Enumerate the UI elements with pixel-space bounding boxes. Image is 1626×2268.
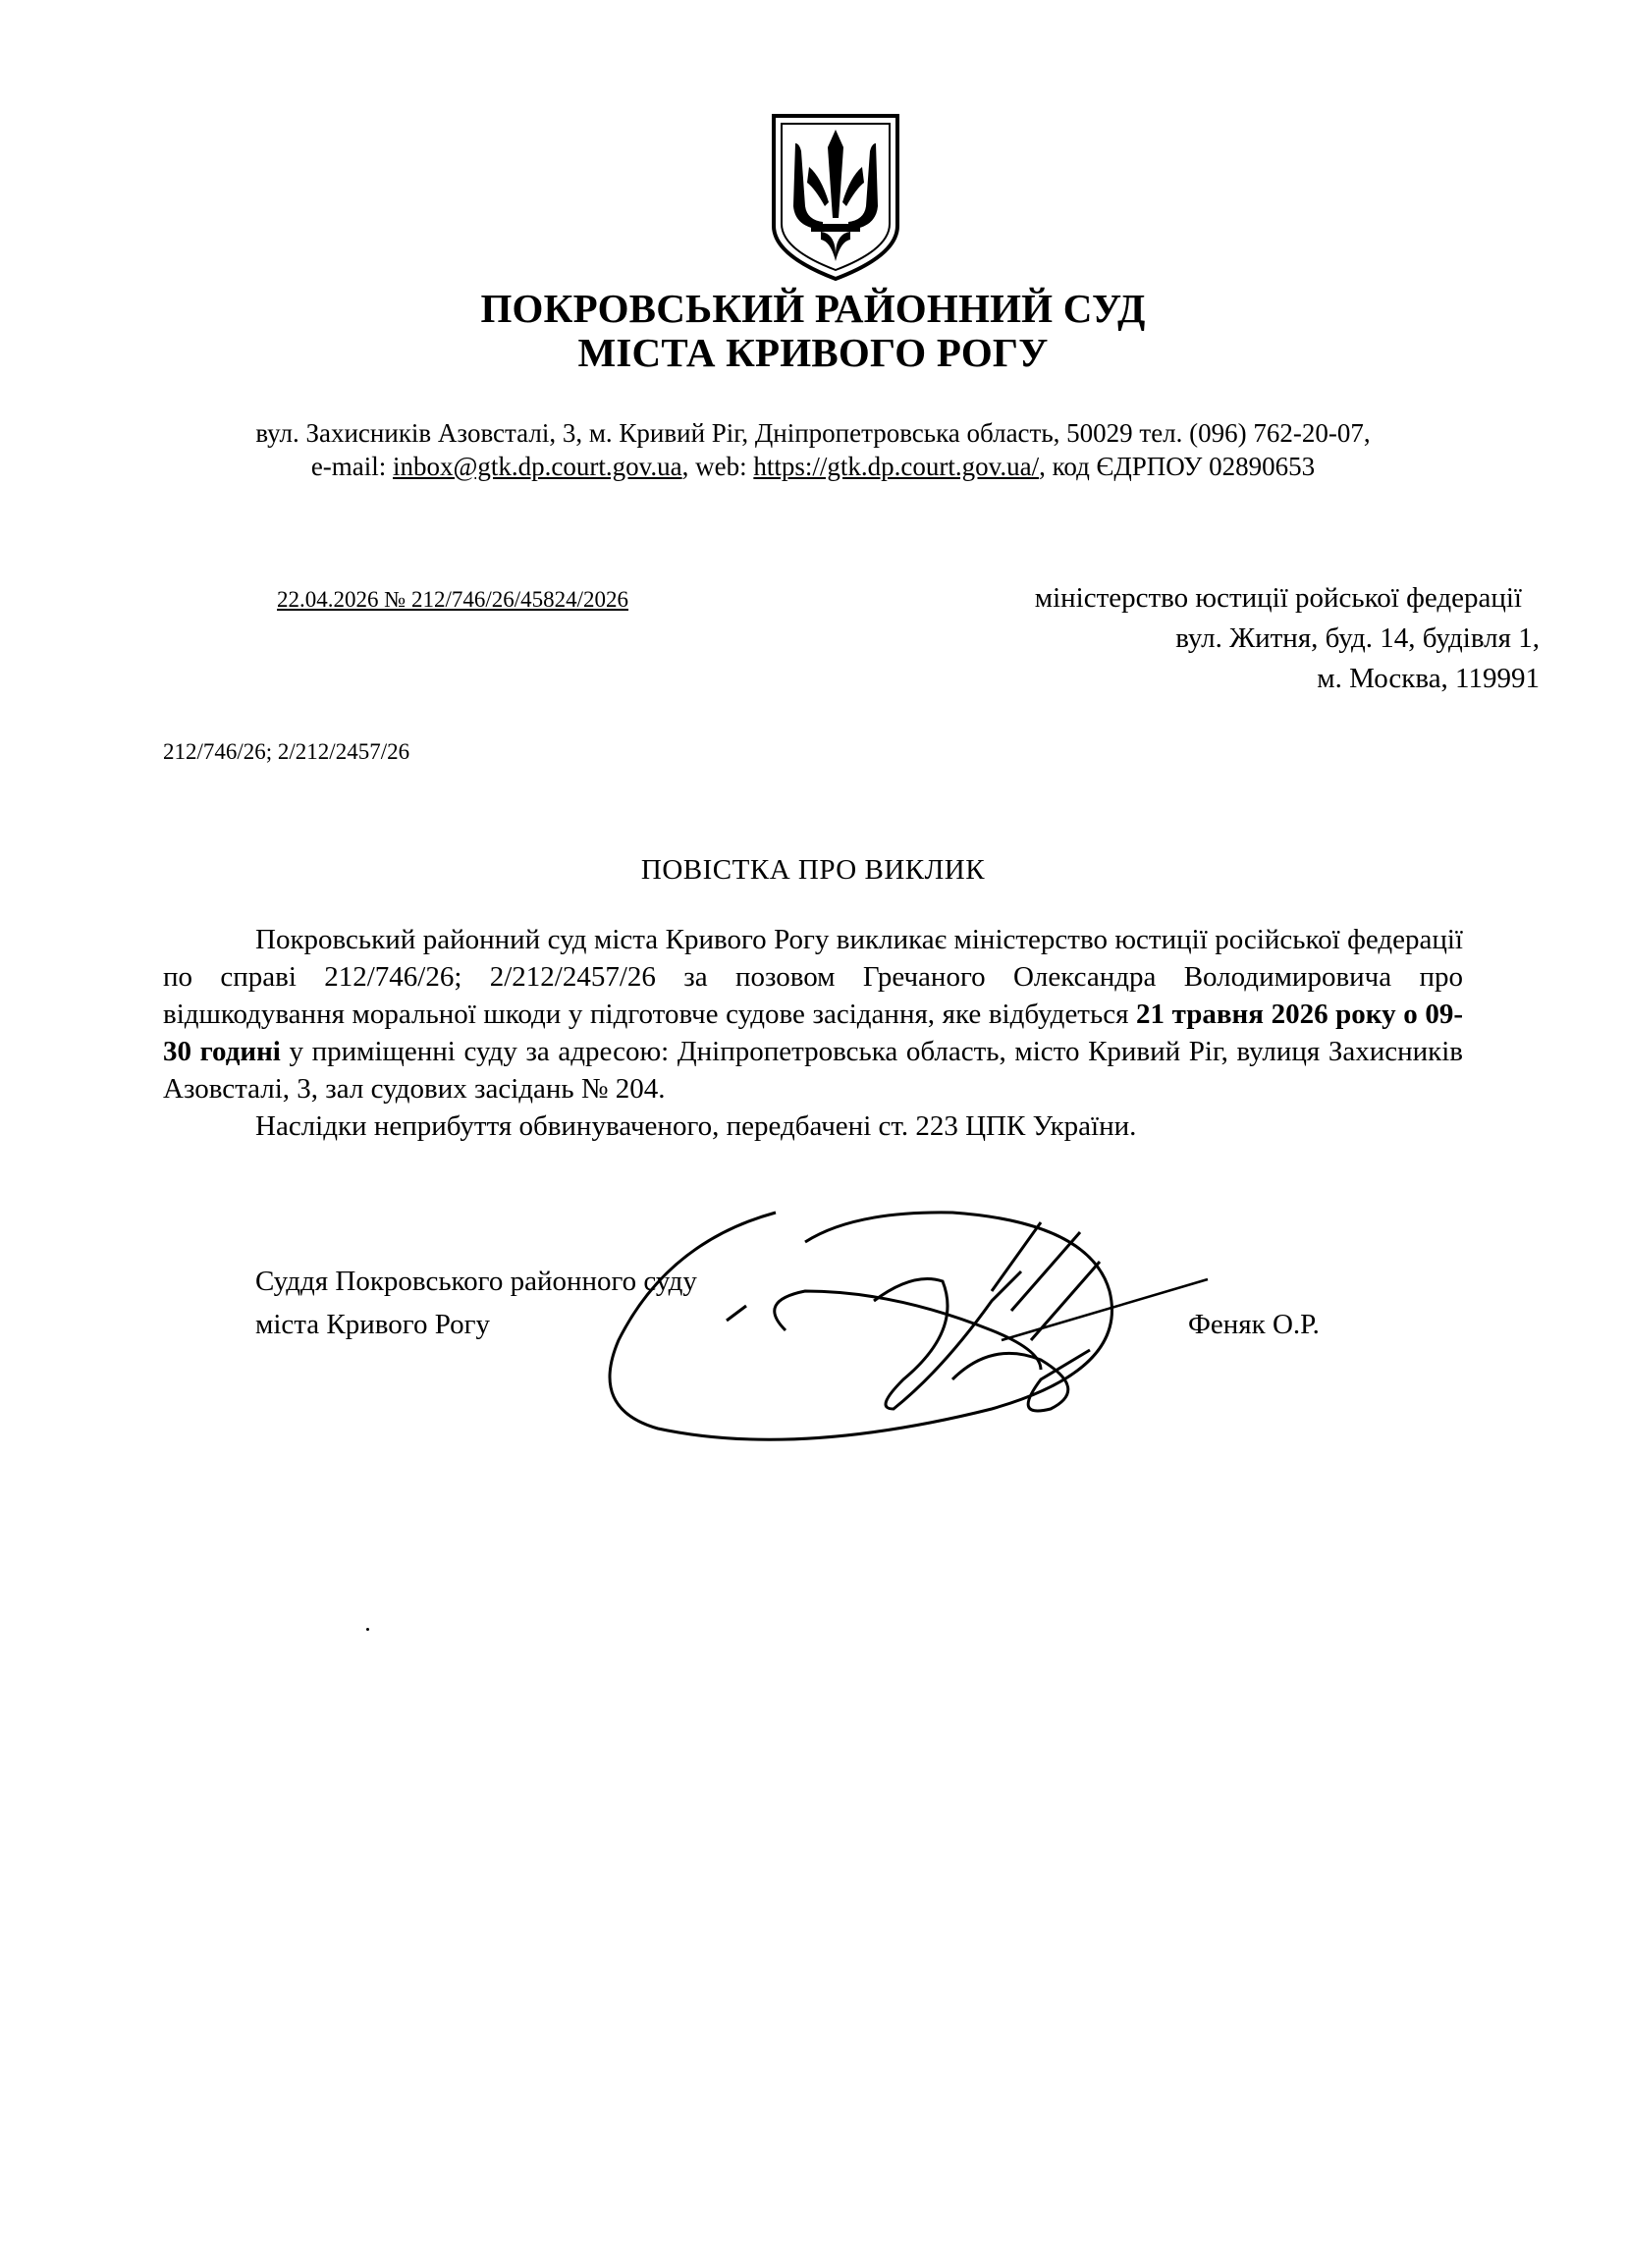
judge-title-line1: Суддя Покровського районного суду <box>255 1266 697 1297</box>
summons-body <box>163 921 1463 1107</box>
recipient-street: вул. Житня, буд. 14, будівля 1, <box>1175 622 1540 654</box>
outgoing-reference: 22.04.2026 № 212/746/26/45824/2026 <box>277 587 629 612</box>
court-name-line1: ПОКРОВСЬКИЙ РАЙОННИЙ СУД <box>480 286 1146 331</box>
web-link[interactable]: https://gtk.dp.court.gov.ua/ <box>753 452 1040 481</box>
judge-title-line2: міста Кривого Рогу <box>255 1309 491 1340</box>
court-contacts: e-mail: inbox@gtk.dp.court.gov.ua, web: https://gtk.dp.court.gov.ua/, код ЄДРПОУ 02890653 <box>310 452 1316 481</box>
summons-body-part1: Покровський районний суд міста Кривого Рогу викликає міністерство юстиції російської федерації по справі 212/746/26; 2/212/2457/26 за позовом Гречаного Олександра Володимировича про відшкодування моральної шкоди у підготовче судове засідання, яке відбудеться <box>163 924 1463 1030</box>
recipient-city: м. Москва, 119991 <box>1317 663 1540 694</box>
judge-name: Феняк О.Р. <box>1188 1309 1320 1340</box>
case-references: 212/746/26; 2/212/2457/26 <box>163 739 410 764</box>
hearing-datetime: 21 травня 2026 року о 09-30 годині <box>163 999 1463 1067</box>
summons-body-part2: у приміщенні суду за адресою: Дніпропетровська область, місто Кривий Ріг, вулиця Захисників Азовсталі, 3, зал судових засідань № 204. <box>163 1036 1463 1105</box>
email-link[interactable]: inbox@gtk.dp.court.gov.ua <box>393 452 682 481</box>
scan-speck <box>366 1628 369 1631</box>
web-label: web: <box>695 452 754 481</box>
recipient-organization: міністерство юстиції ройської федерації <box>1034 582 1522 614</box>
edrpou-code: , код ЄДРПОУ 02890653 <box>1039 452 1316 481</box>
court-address: вул. Захисників Азовсталі, 3, м. Кривий Ріг, Дніпропетровська область, 50029 тел. (096) 762-20-07, <box>255 418 1371 448</box>
document-title: ПОВІСТКА ПРО ВИКЛИК <box>640 854 986 886</box>
consequences-note: Наслідки неприбуття обвинуваченого, передбачені ст. 223 ЦПК України. <box>255 1110 1137 1142</box>
trident-coat-of-arms-icon <box>766 108 905 285</box>
email-label: e-mail: <box>310 452 394 481</box>
handwritten-signature <box>579 1183 1267 1468</box>
court-name-line2: МІСТА КРИВОГО РОГУ <box>577 330 1049 375</box>
